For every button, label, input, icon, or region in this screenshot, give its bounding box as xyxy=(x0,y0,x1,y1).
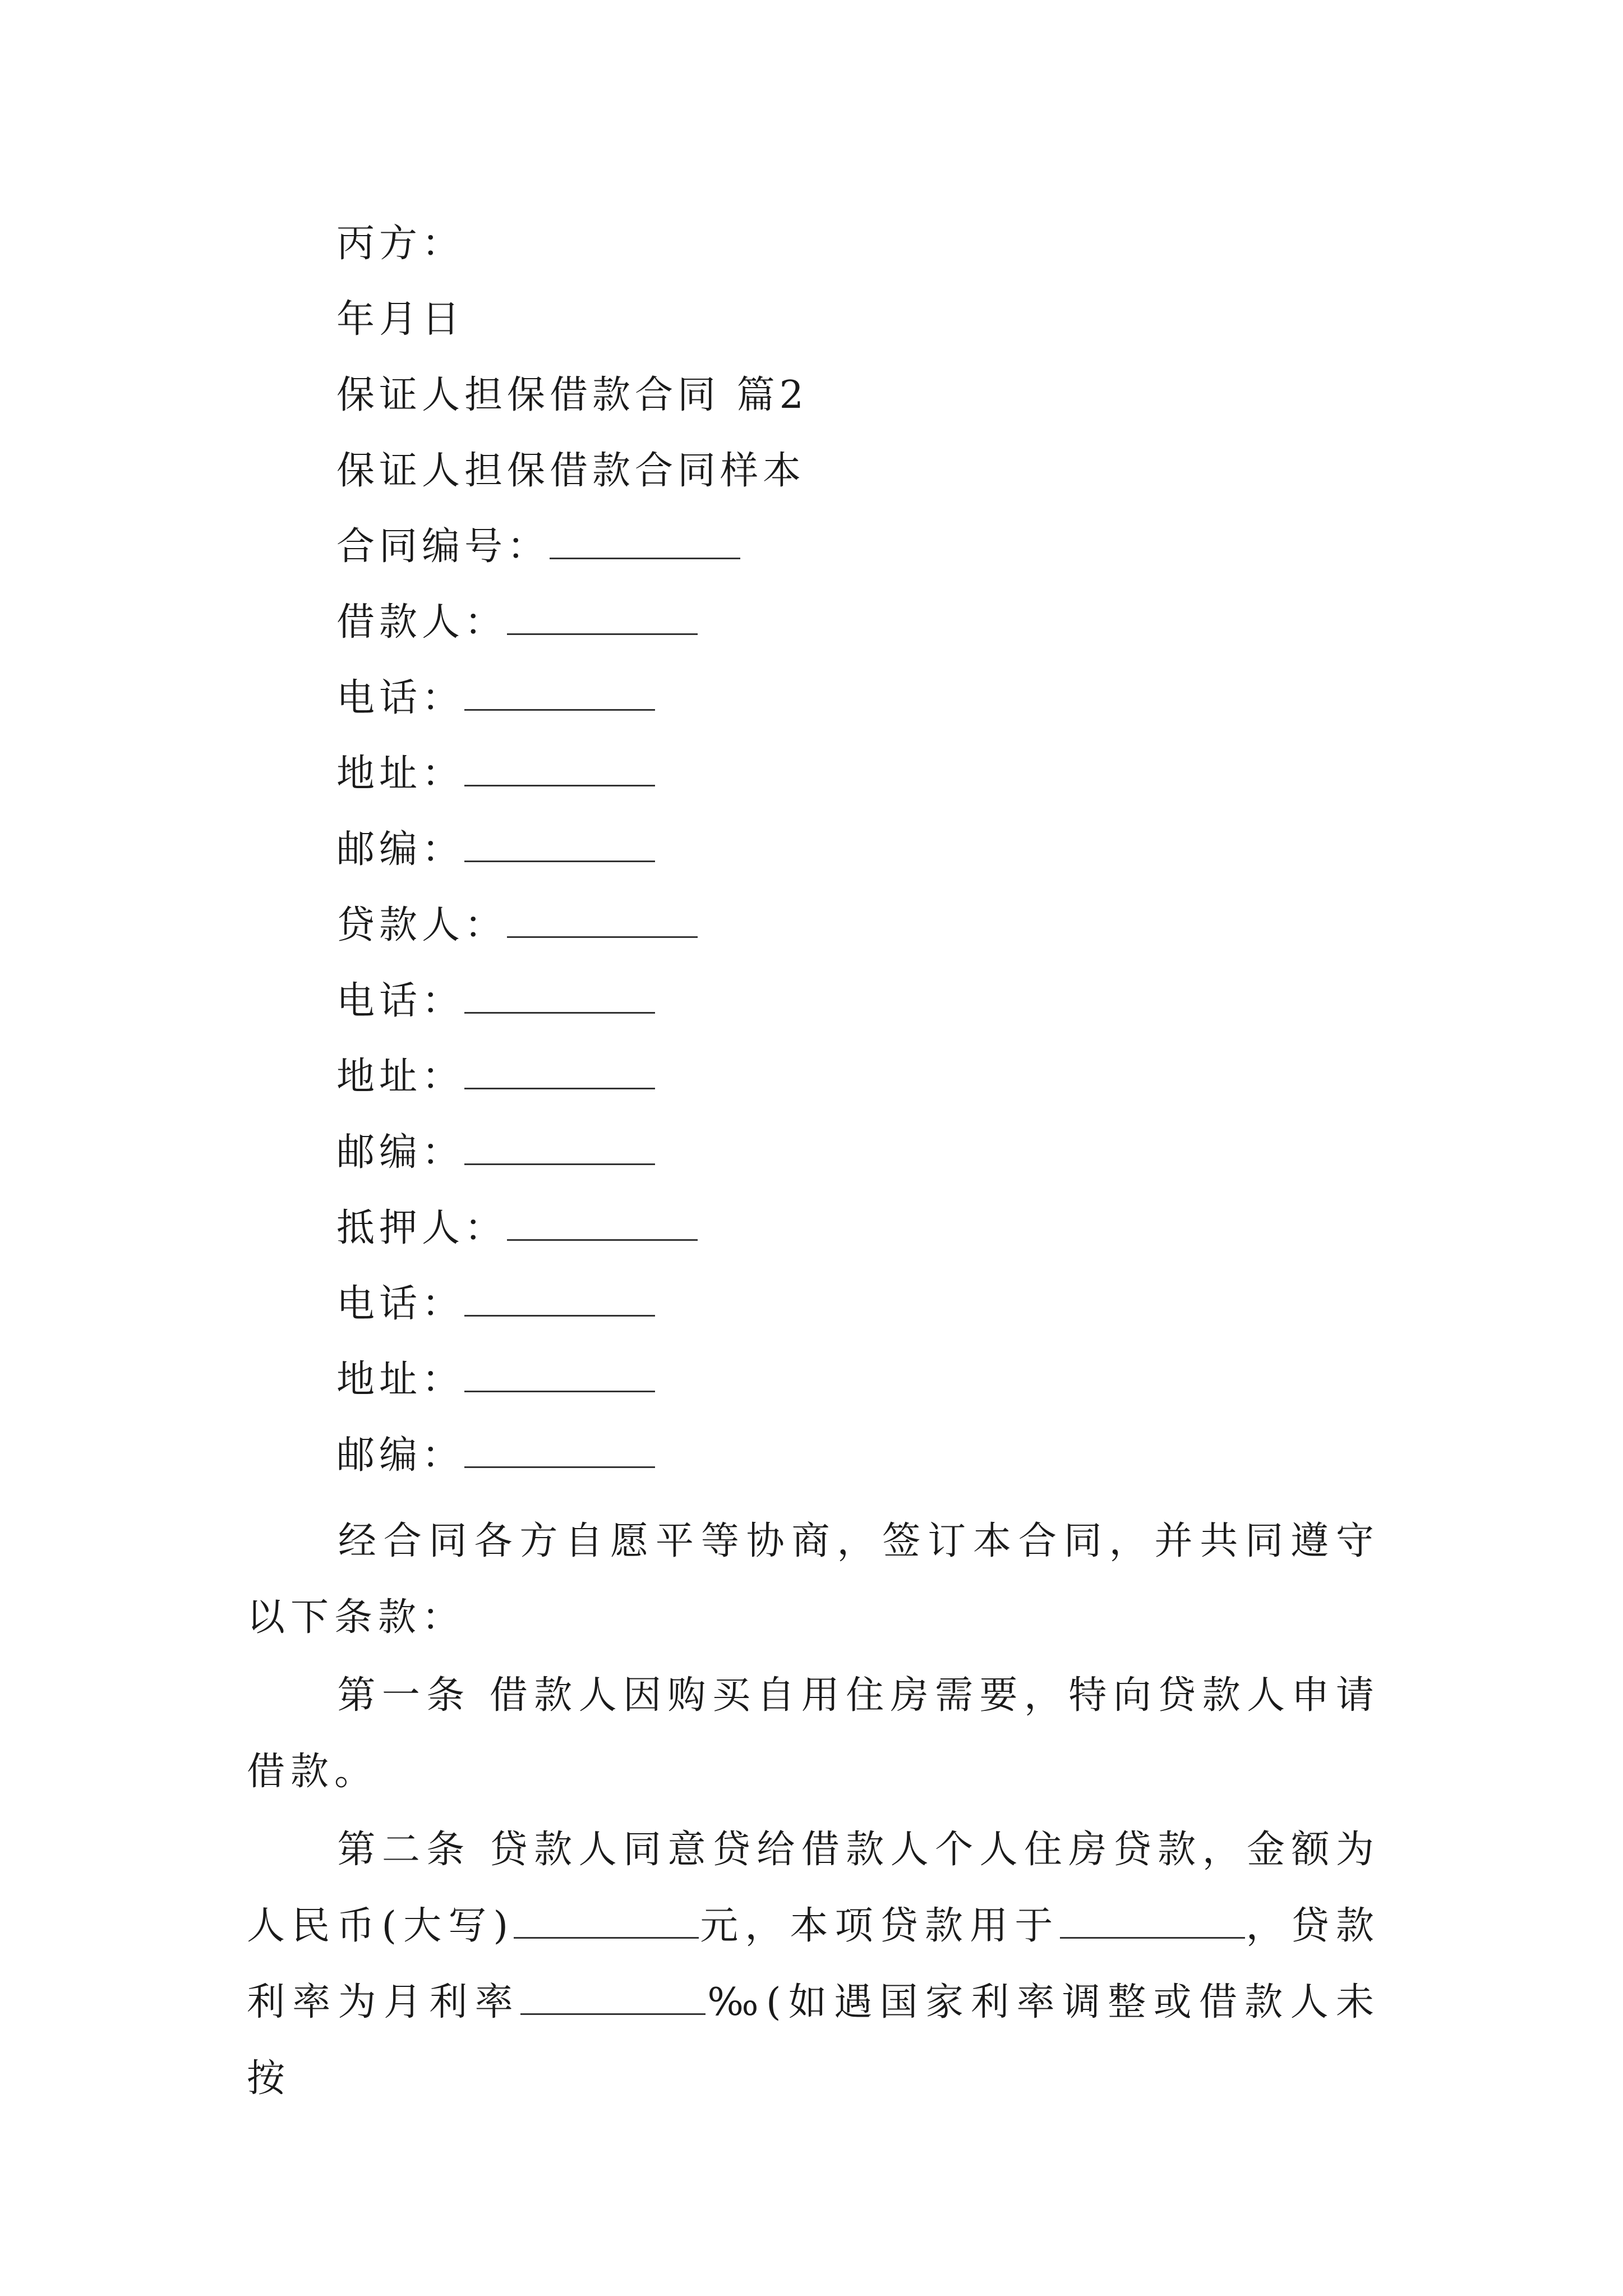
borrower-label: 借款人： xyxy=(336,600,508,645)
mortgagor-address-label: 地址： xyxy=(336,1358,465,1402)
mortgagor-phone-field xyxy=(336,1282,655,1327)
contract-number-field xyxy=(336,524,740,569)
lender-postcode-label: 邮编： xyxy=(336,1130,465,1175)
lender-phone-blank xyxy=(464,981,655,1014)
monthly-rate-blank xyxy=(520,1982,706,2015)
article-2-text-d: ‰(如遇国家利率调整或借款人未按 xyxy=(247,1980,1380,2101)
article-2-paragraph xyxy=(247,1812,1380,2117)
lender-address-field xyxy=(336,1055,655,1099)
mortgagor-address-field xyxy=(336,1358,655,1402)
loan-purpose-blank xyxy=(1060,1906,1245,1939)
borrower-phone-label: 电话： xyxy=(336,676,465,720)
borrower-address-blank xyxy=(464,753,655,786)
lender-field xyxy=(336,903,698,948)
lender-postcode-blank xyxy=(464,1132,655,1165)
lender-label: 贷款人： xyxy=(336,903,508,947)
lender-phone-field xyxy=(336,979,655,1024)
borrower-phone-field xyxy=(336,676,655,721)
article-2-text-a: 第二条 贷款人同意贷给借款人个人住房贷款，金额为人民币(大写) xyxy=(247,1828,1380,1948)
article-2-text-b: 元，本项贷款用于 xyxy=(699,1904,1060,1948)
lender-phone-label: 电话： xyxy=(336,979,465,1023)
section-heading-text: 保证人担保借款合同 篇2 xyxy=(336,373,808,417)
mortgagor-blank xyxy=(507,1208,698,1241)
contract-number-blank xyxy=(550,526,740,559)
mortgagor-postcode-field xyxy=(336,1433,655,1478)
mortgagor-phone-blank xyxy=(464,1283,655,1317)
lender-address-label: 地址： xyxy=(336,1055,465,1099)
borrower-phone-blank xyxy=(464,678,655,711)
borrower-address-field xyxy=(336,752,655,797)
lender-address-blank xyxy=(464,1056,655,1089)
mortgagor-postcode-label: 邮编： xyxy=(336,1433,465,1478)
mortgagor-phone-label: 电话： xyxy=(336,1282,465,1326)
contract-title-text: 保证人担保借款合同样本 xyxy=(336,449,806,493)
borrower-postcode-field xyxy=(336,827,655,872)
contract-title xyxy=(336,449,805,494)
mortgagor-address-blank xyxy=(464,1359,655,1392)
lender-blank xyxy=(507,905,698,938)
date-label: 年月日 xyxy=(336,297,465,342)
contract-number-label: 合同编号： xyxy=(336,524,550,569)
section-heading xyxy=(336,373,808,418)
mortgagor-label: 抵押人： xyxy=(336,1206,508,1250)
date-line xyxy=(336,297,464,342)
mortgagor-field xyxy=(336,1206,698,1251)
loan-amount-blank xyxy=(514,1906,699,1939)
lender-postcode-field xyxy=(336,1130,655,1175)
party-c-label: 丙方： xyxy=(336,222,465,266)
intro-paragraph xyxy=(247,1503,1380,1656)
borrower-blank xyxy=(507,602,698,635)
article-1-paragraph xyxy=(247,1658,1380,1810)
mortgagor-postcode-blank xyxy=(464,1435,655,1468)
borrower-address-label: 地址： xyxy=(336,752,465,796)
article-2-text-c: ，贷款利率为月利率 xyxy=(247,1904,1380,2024)
article-1-text: 第一条 借款人因购买自用住房需要，特向贷款人申请借款。 xyxy=(247,1673,1380,1794)
party-c-line xyxy=(336,222,464,266)
borrower-postcode-blank xyxy=(464,829,655,862)
borrower-postcode-label: 邮编： xyxy=(336,827,465,872)
borrower-field xyxy=(336,600,698,645)
intro-paragraph-text: 经合同各方自愿平等协商，签订本合同，并共同遵守以下条款： xyxy=(247,1519,1380,1640)
